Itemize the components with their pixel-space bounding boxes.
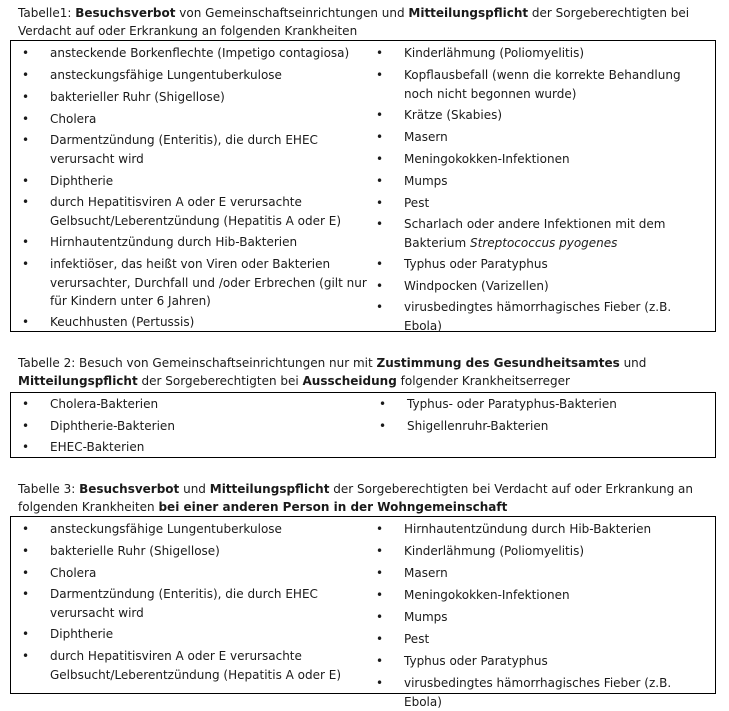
- bullet-icon: •: [376, 68, 384, 82]
- bullet-icon: •: [22, 195, 30, 209]
- caption-text: der Sorgeberechtigten bei Verdacht auf oder Erkrankung an folgenden Krankheiten: [18, 482, 693, 514]
- bullet-icon: •: [376, 544, 384, 558]
- bullet-icon: •: [376, 632, 384, 646]
- list-item: • Mumps: [404, 172, 709, 191]
- bullet-icon: •: [22, 257, 30, 271]
- caption-text: und: [619, 356, 647, 370]
- bullet-icon: •: [379, 397, 387, 411]
- list-item: • ansteckende Borkenflechte (Impetigo contagiosa): [50, 44, 370, 63]
- list-item: • Diphtherie-Bakterien: [50, 417, 370, 436]
- table3-box: [10, 516, 716, 709]
- list-item: • EHEC-Bakterien: [50, 438, 370, 457]
- bullet-icon: •: [22, 522, 30, 536]
- caption-bold: Ausscheidung: [302, 374, 397, 388]
- bullet-icon: •: [22, 419, 30, 433]
- list-item: • Cholera: [50, 110, 370, 129]
- bullet-icon: •: [22, 133, 30, 147]
- list-item: • Masern: [404, 564, 709, 583]
- bullet-icon: •: [22, 174, 30, 188]
- caption-bold: bei einer anderen Person in der Wohngemeinschaft: [158, 500, 508, 514]
- list-item: • bakterieller Ruhr (Shigellose): [50, 88, 370, 107]
- caption-prefix: Tabelle 3:: [18, 482, 80, 496]
- bullet-icon: •: [22, 627, 30, 641]
- list-item: • Typhus oder Paratyphus: [404, 255, 709, 274]
- list-item: • durch Hepatitisviren A oder E verursachte Gelbsucht/Leberentzündung (Hepatitis A oder E): [22, 195, 342, 228]
- list-item: • Kopflausbefall (wenn die korrekte Behandlung noch nicht begonnen wurde): [376, 68, 681, 101]
- bullet-icon: •: [22, 649, 30, 663]
- bullet-icon: •: [22, 544, 30, 558]
- caption-bold: Besuchsverbot: [75, 6, 176, 20]
- caption-bold: Besuchsverbot: [79, 482, 180, 496]
- list-item: • Shigellenruhr-Bakterien: [407, 417, 712, 436]
- bullet-icon: •: [376, 300, 384, 314]
- caption-bold: Mitteilungspflicht: [408, 6, 529, 20]
- list-item: • Meningokokken-Infektionen: [404, 586, 709, 605]
- caption-text: folgender Krankheitserreger: [396, 374, 570, 388]
- list-item: • Darmentzündung (Enteritis), die durch EHEC verursacht wird: [22, 587, 318, 620]
- bullet-icon: •: [376, 588, 384, 602]
- bullet-icon: •: [376, 610, 384, 624]
- list-item: • Diphtherie: [50, 172, 370, 191]
- list-item: • Typhus- oder Paratyphus-Bakterien: [407, 395, 712, 414]
- caption-text: und: [179, 482, 210, 496]
- list-item: • Keuchhusten (Pertussis): [50, 313, 370, 332]
- list-item: • durch Hepatitisviren A oder E verursachte Gelbsucht/Leberentzündung (Hepatitis A oder E): [22, 649, 342, 682]
- bullet-icon: •: [22, 90, 30, 104]
- list-item: • Kinderlähmung (Poliomyelitis): [404, 44, 709, 63]
- bullet-icon: •: [22, 235, 30, 249]
- caption-bold: Mitteilungspflicht: [18, 374, 138, 388]
- bullet-icon: •: [22, 46, 30, 60]
- list-item: • Hirnhautentzündung durch Hib-Bakterien: [50, 233, 370, 252]
- list-item: • Krätze (Skabies): [404, 106, 709, 125]
- bullet-icon: •: [376, 654, 384, 668]
- bullet-icon: •: [22, 440, 30, 454]
- bullet-icon: •: [376, 522, 384, 536]
- caption-text: der Sorgeberechtigten bei Verdacht auf oder Erkrankung an folgenden Krankheiten: [18, 6, 690, 38]
- caption-prefix: Tabelle1:: [18, 6, 76, 20]
- list-item: • bakterielle Ruhr (Shigellose): [50, 542, 370, 561]
- table1-box: [10, 40, 716, 332]
- table3-caption: [18, 480, 718, 516]
- bullet-icon: •: [22, 315, 30, 329]
- list-item: • Cholera-Bakterien: [50, 395, 370, 414]
- italic-species-name: Streptococcus pyogenes: [470, 235, 618, 250]
- list-item: • Masern: [404, 128, 709, 147]
- caption-bold: Mitteilungspflicht: [209, 482, 330, 496]
- list-item: • ansteckungsfähige Lungentuberkulose: [50, 520, 370, 539]
- caption-prefix: Tabelle 2: Besuch von Gemeinschaftseinrichtungen nur mit: [18, 356, 377, 370]
- list-item: • Windpocken (Varizellen): [404, 277, 709, 296]
- list-item: • Diphtherie: [50, 625, 370, 644]
- caption-text: der Sorgeberechtigten bei: [137, 374, 303, 388]
- bullet-icon: •: [376, 152, 384, 166]
- list-item: • virusbedingtes hämorrhagisches Fieber (z.B. Ebola): [376, 300, 672, 333]
- bullet-icon: •: [376, 566, 384, 580]
- list-item: • Kinderlähmung (Poliomyelitis): [404, 542, 709, 561]
- bullet-icon: •: [376, 676, 384, 690]
- list-item: • Pest: [404, 630, 709, 649]
- bullet-icon: •: [379, 419, 387, 433]
- caption-bold: Zustimmung des Gesundheitsamtes: [376, 356, 620, 370]
- list-item: • Cholera: [50, 564, 370, 583]
- list-item: • virusbedingtes hämorrhagisches Fieber (z.B. Ebola): [376, 676, 672, 709]
- bullet-icon: •: [376, 257, 384, 271]
- list-item: • Darmentzündung (Enteritis), die durch EHEC verursacht wird: [22, 133, 318, 166]
- bullet-icon: •: [376, 279, 384, 293]
- table2-caption: [18, 354, 718, 390]
- bullet-icon: •: [22, 397, 30, 411]
- list-item: • Pest: [404, 194, 709, 213]
- bullet-icon: •: [22, 566, 30, 580]
- list-item: • Meningokokken-Infektionen: [404, 150, 709, 169]
- caption-text: von Gemeinschaftseinrichtungen und: [175, 6, 409, 20]
- table1-caption: [18, 4, 718, 40]
- list-item: • ansteckungsfähige Lungentuberkulose: [50, 66, 370, 85]
- bullet-icon: •: [376, 196, 384, 210]
- bullet-icon: •: [376, 174, 384, 188]
- list-item: • Scharlach oder andere Infektionen mit dem Bakterium Streptococcus pyogenes: [376, 217, 666, 250]
- bullet-icon: •: [22, 112, 30, 126]
- bullet-icon: •: [376, 130, 384, 144]
- bullet-icon: •: [22, 587, 30, 601]
- list-item: • Mumps: [404, 608, 709, 627]
- bullet-icon: •: [376, 217, 384, 231]
- bullet-icon: •: [376, 46, 384, 60]
- list-item: • Hirnhautentzündung durch Hib-Bakterien: [404, 520, 709, 539]
- table2-box: [10, 392, 716, 458]
- list-item: • Typhus oder Paratyphus: [404, 652, 709, 671]
- bullet-icon: •: [376, 108, 384, 122]
- bullet-icon: •: [22, 68, 30, 82]
- list-item: • infektiöser, das heißt von Viren oder Bakterien verursachter, Durchfall und /oder Erbrechen (gilt nur für Kindern unter 6 Jahren): [22, 257, 367, 308]
